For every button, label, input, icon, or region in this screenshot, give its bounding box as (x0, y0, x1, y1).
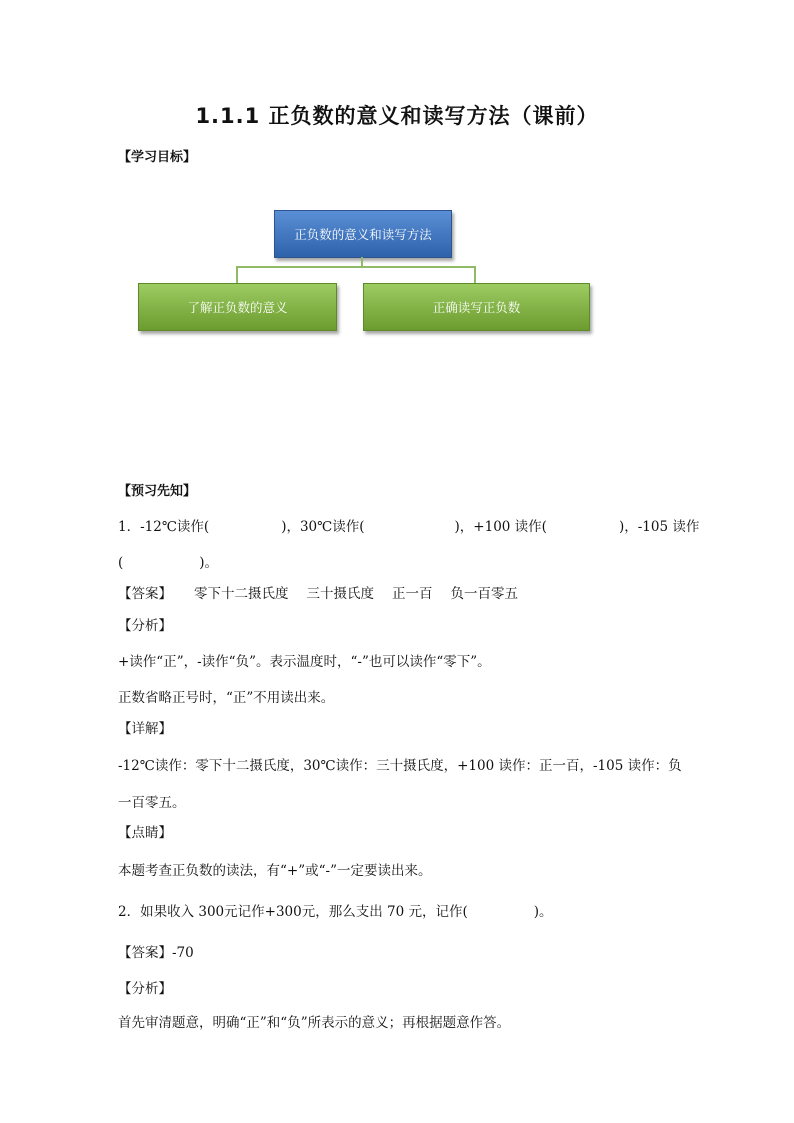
q2-text: 2．如果收入 300元记作+300元，那么支出 70 元，记作( (118, 904, 468, 920)
page-title: 1.1.1 正负数的意义和读写方法（课前） (195, 104, 599, 128)
q1-detail-2: 一百零五。 (118, 795, 186, 811)
q1-text: 1．-12℃读作( (118, 519, 210, 535)
q1-text: )。 (199, 555, 219, 571)
answer-value: 零下十二摄氏度 (194, 586, 289, 602)
analysis-label: 【分析】 (118, 618, 172, 634)
q2-text: )。 (533, 904, 553, 920)
q2-answer: 【答案】-70 (118, 945, 194, 961)
diagram-root-box: 正负数的意义和读写方法 (274, 210, 452, 258)
answer-value: 正一百 (392, 586, 433, 602)
q1-answer-line (118, 582, 518, 602)
q1-text: )，+100 读作( (454, 519, 547, 535)
comment-label: 【点睛】 (118, 825, 172, 841)
diagram-connector (474, 266, 476, 283)
detail-label: 【详解】 (118, 721, 172, 737)
q1-analysis-1: +读作“正”，-读作“负”。表示温度时，“-”也可以读作“零下”。 (118, 654, 491, 670)
q1-comment: 本题考查正负数的读法，有“+”或“-”一定要读出来。 (118, 863, 432, 879)
section-preview: 【预习先知】 (118, 484, 197, 499)
q1-text: ( (118, 555, 124, 571)
diagram-right-box: 正确读写正负数 (363, 283, 590, 331)
q1-line-1 (118, 515, 699, 535)
diagram-left-box: 了解正负数的意义 (138, 283, 337, 331)
answer-value: 负一百零五 (450, 586, 518, 602)
analysis-label: 【分析】 (118, 981, 172, 997)
diagram-connector (236, 266, 476, 268)
q1-text: )，-105 读作 (618, 519, 700, 535)
q1-text: )，30℃读作( (281, 519, 365, 535)
answer-label: 【答案】 (118, 586, 172, 602)
section-learning-goals: 【学习目标】 (118, 150, 197, 165)
q2-line (118, 900, 553, 920)
answer-value: 三十摄氏度 (306, 586, 374, 602)
q1-detail-1: -12℃读作：零下十二摄氏度，30℃读作：三十摄氏度，+100 读作：正一百，-105 读作：负 (118, 758, 682, 774)
q2-analysis: 首先审清题意，明确“正”和“负”所表示的意义；再根据题意作答。 (118, 1015, 511, 1031)
q1-analysis-2: 正数省略正号时，“正”不用读出来。 (118, 690, 335, 706)
q1-line-2 (118, 551, 218, 571)
diagram-connector (236, 266, 238, 283)
